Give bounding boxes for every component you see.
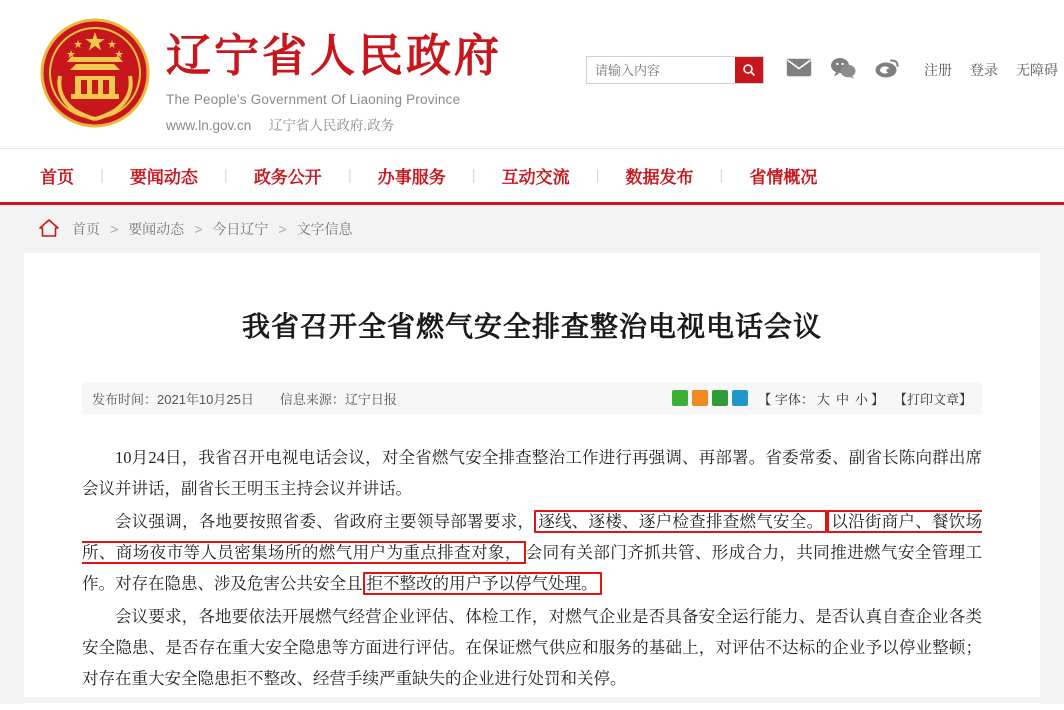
breadcrumb-item-today-liaoning[interactable]: 今日辽宁 — [212, 221, 269, 237]
breadcrumb-separator: > — [278, 221, 287, 237]
site-desc: 辽宁省人民政府.政务 — [268, 118, 395, 133]
weibo-icon[interactable] — [874, 57, 900, 84]
nav-separator: | — [223, 167, 228, 184]
breadcrumb — [0, 205, 1064, 253]
share-icon-group — [672, 390, 748, 406]
article-meta-bar — [82, 382, 982, 414]
top-links — [924, 60, 1058, 80]
breadcrumb-item-news[interactable]: 要闻动态 — [128, 221, 185, 237]
header-utility-bar — [586, 55, 1064, 85]
paragraph-text: 10月24日，我省召开电视电话会议，对全省燃气安全排查整治工作进行再强调、再部署。省委常委、副省长陈向群出席会议并讲话，副省长王明玉主持会议并讲话。 — [82, 448, 982, 498]
main-nav — [0, 149, 1064, 202]
breadcrumb-item-home[interactable]: 首页 — [72, 221, 100, 237]
article-paragraph — [82, 601, 982, 694]
article-paragraph — [82, 442, 982, 504]
share-douban-icon[interactable] — [712, 390, 728, 406]
register-link[interactable]: 注册 — [924, 62, 952, 78]
share-other-icon[interactable] — [732, 390, 748, 406]
site-url[interactable]: www.ln.gov.cn — [166, 118, 252, 133]
nav-separator: | — [595, 167, 600, 184]
mail-icon[interactable] — [786, 58, 812, 82]
nav-item-government-affairs[interactable]: 政务公开 — [253, 168, 322, 187]
nav-item-data-release[interactable]: 数据发布 — [625, 168, 694, 187]
nav-separator: | — [719, 167, 724, 184]
article-meta-left — [92, 389, 397, 408]
article-body — [82, 442, 982, 694]
bottom-strip — [0, 697, 1064, 703]
nav-item-news[interactable]: 要闻动态 — [129, 168, 198, 187]
article-card — [24, 253, 1040, 710]
paragraph-text: 会议强调，各地要按照省委、省政府主要领导部署要求， — [115, 512, 535, 531]
share-wechat-icon[interactable] — [672, 390, 688, 406]
article-meta-right — [672, 389, 972, 408]
site-title-en: The People's Government Of Liaoning Province — [166, 92, 461, 107]
search-button[interactable] — [735, 57, 763, 83]
nav-item-province-overview[interactable]: 省情概况 — [749, 168, 818, 187]
publish-time: 发布时间：2021年10月25日 — [92, 391, 254, 407]
accessibility-link[interactable]: 无障碍 — [1016, 62, 1058, 78]
font-size-small[interactable]: 小 — [854, 391, 868, 407]
font-size-control — [758, 389, 884, 408]
nav-item-services[interactable]: 办事服务 — [377, 168, 446, 187]
font-size-label: 【 字体： — [758, 391, 814, 407]
site-title-block — [166, 28, 502, 134]
font-size-large[interactable]: 大 — [816, 391, 830, 407]
search-input[interactable] — [587, 58, 735, 82]
site-url-line — [166, 114, 502, 134]
article-paragraph — [82, 506, 982, 599]
nav-item-interaction[interactable]: 互动交流 — [501, 168, 570, 187]
highlighted-text: 逐线、逐楼、逐户检查排查燃气安全。 — [534, 510, 827, 533]
highlighted-text: 拒不整改的用户予以停气处理。 — [363, 572, 602, 595]
nav-separator: | — [471, 167, 476, 184]
content-area — [0, 205, 1064, 704]
highlighted-text: 以沿街商户、餐饮场所、商场夜市等人员密集场所的燃气用户为重点排查对象， — [82, 512, 983, 562]
font-size-close: 】 — [870, 391, 884, 407]
search-icon — [742, 63, 756, 77]
nav-item-home[interactable]: 首页 — [40, 168, 74, 187]
paragraph-text: 会同有关部门齐抓共管、形成合力，共同推进燃气安全管理工作。对存在隐患、涉及危害公共安全且 — [82, 543, 983, 593]
main-nav-bar — [0, 148, 1064, 205]
paragraph-text: 会议要求，各地要依法开展燃气经营企业评估、体检工作，对燃气企业是否具备安全运行能力、是否认真自查企业各类安全隐患、是否存在重大安全隐患等方面进行评估。在保证燃气供应和服务的基础上，对评估不达标的企业予以停业整顿；对存在重大安全隐患拒不整改、经营手续严重缺失的企业进行处罚和关停。 — [82, 607, 982, 688]
search-box[interactable] — [586, 56, 764, 84]
site-header — [0, 0, 1064, 148]
page-title: 我省召开全省燃气安全排查整治电视电话会议 — [241, 312, 822, 343]
wechat-icon[interactable] — [830, 57, 856, 84]
article-source: 信息来源：辽宁日报 — [279, 391, 397, 407]
site-title-cn: 辽宁省人民政府 — [166, 31, 503, 81]
nav-separator: | — [347, 167, 352, 184]
national-emblem-icon — [40, 18, 150, 128]
breadcrumb-item-text-info[interactable]: 文字信息 — [296, 221, 353, 237]
nav-separator: | — [100, 167, 104, 184]
breadcrumb-separator: > — [110, 221, 119, 237]
breadcrumb-separator: > — [194, 221, 203, 237]
social-icon-group — [786, 57, 900, 84]
home-icon[interactable] — [38, 218, 60, 241]
share-rss-icon[interactable] — [692, 390, 708, 406]
login-link[interactable]: 登录 — [970, 62, 998, 78]
print-article-link[interactable]: 【打印文章】 — [893, 391, 972, 407]
font-size-medium[interactable]: 中 — [835, 391, 849, 407]
